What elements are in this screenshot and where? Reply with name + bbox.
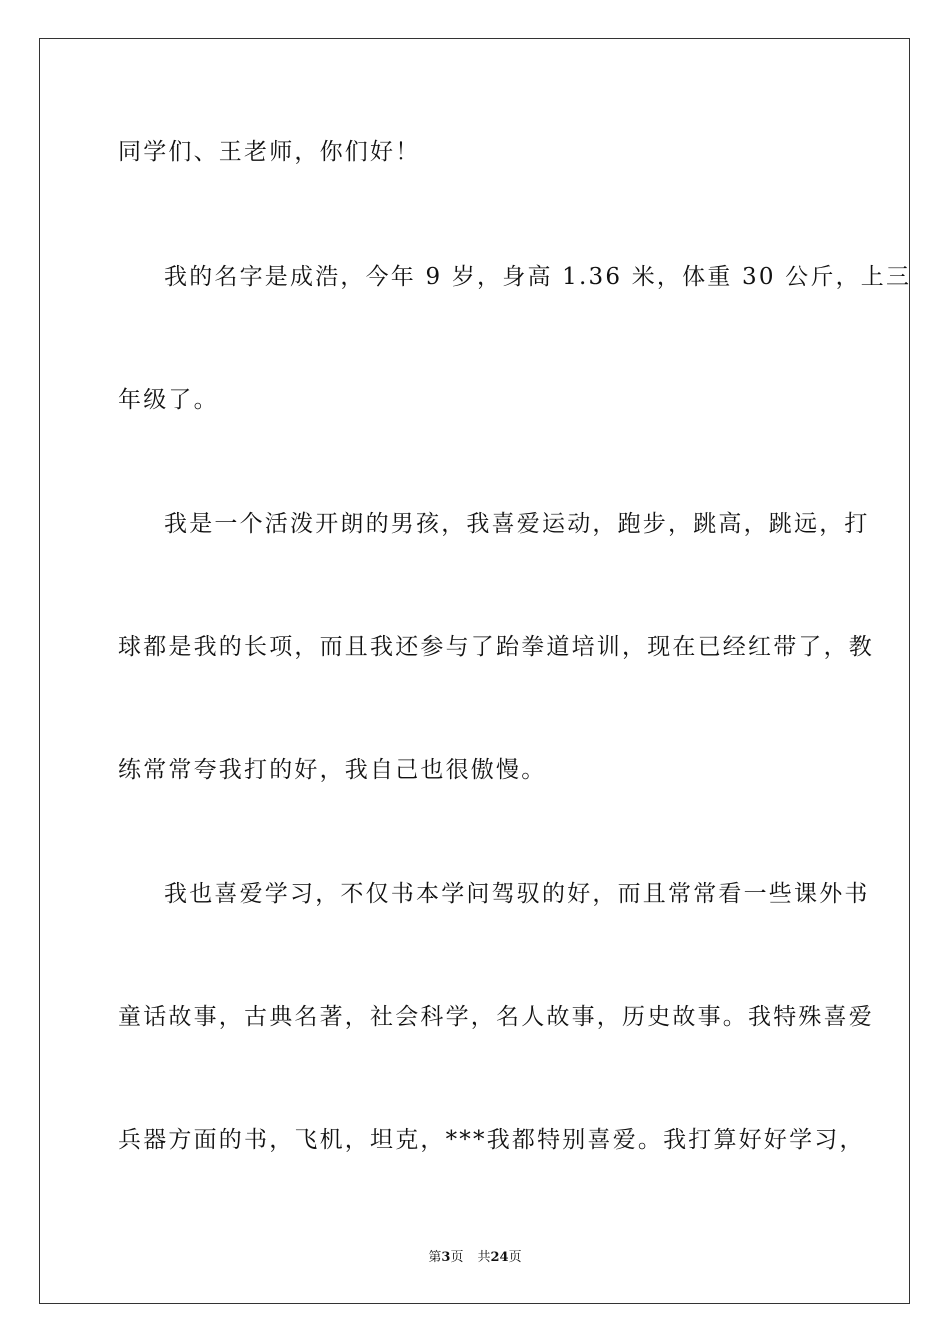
page-border [39, 38, 910, 1304]
paragraph-line: 我也喜爱学习，不仅书本学问驾驭的好，而且常常看一些课外书 [164, 881, 870, 907]
paragraph-line: 练常常夸我打的好，我自己也很傲慢。 [118, 757, 547, 783]
page-footer [0, 1246, 950, 1265]
paragraph-line: 兵器方面的书，飞机，坦克，***我都特别喜爱。我打算好好学习， [118, 1127, 865, 1153]
paragraph-line: 我是一个活泼开朗的男孩，我喜爱运动，跑步，跳高，跳远，打 [164, 511, 870, 537]
total-pages-label: 共24页 [477, 1250, 522, 1265]
page-number-label: 第3页 [428, 1250, 464, 1265]
paragraph-line: 童话故事，古典名著，社会科学，名人故事，历史故事。我特殊喜爱 [118, 1004, 874, 1030]
paragraph-line: 我的名字是成浩，今年 9 岁，身高 1.36 米，体重 30 公斤，上三 [164, 264, 912, 290]
greeting-line: 同学们、王老师，你们好！ [118, 139, 421, 165]
paragraph-line: 年级了。 [118, 387, 219, 413]
paragraph-line: 球都是我的长项，而且我还参与了跆拳道培训，现在已经红带了，教 [118, 634, 874, 660]
